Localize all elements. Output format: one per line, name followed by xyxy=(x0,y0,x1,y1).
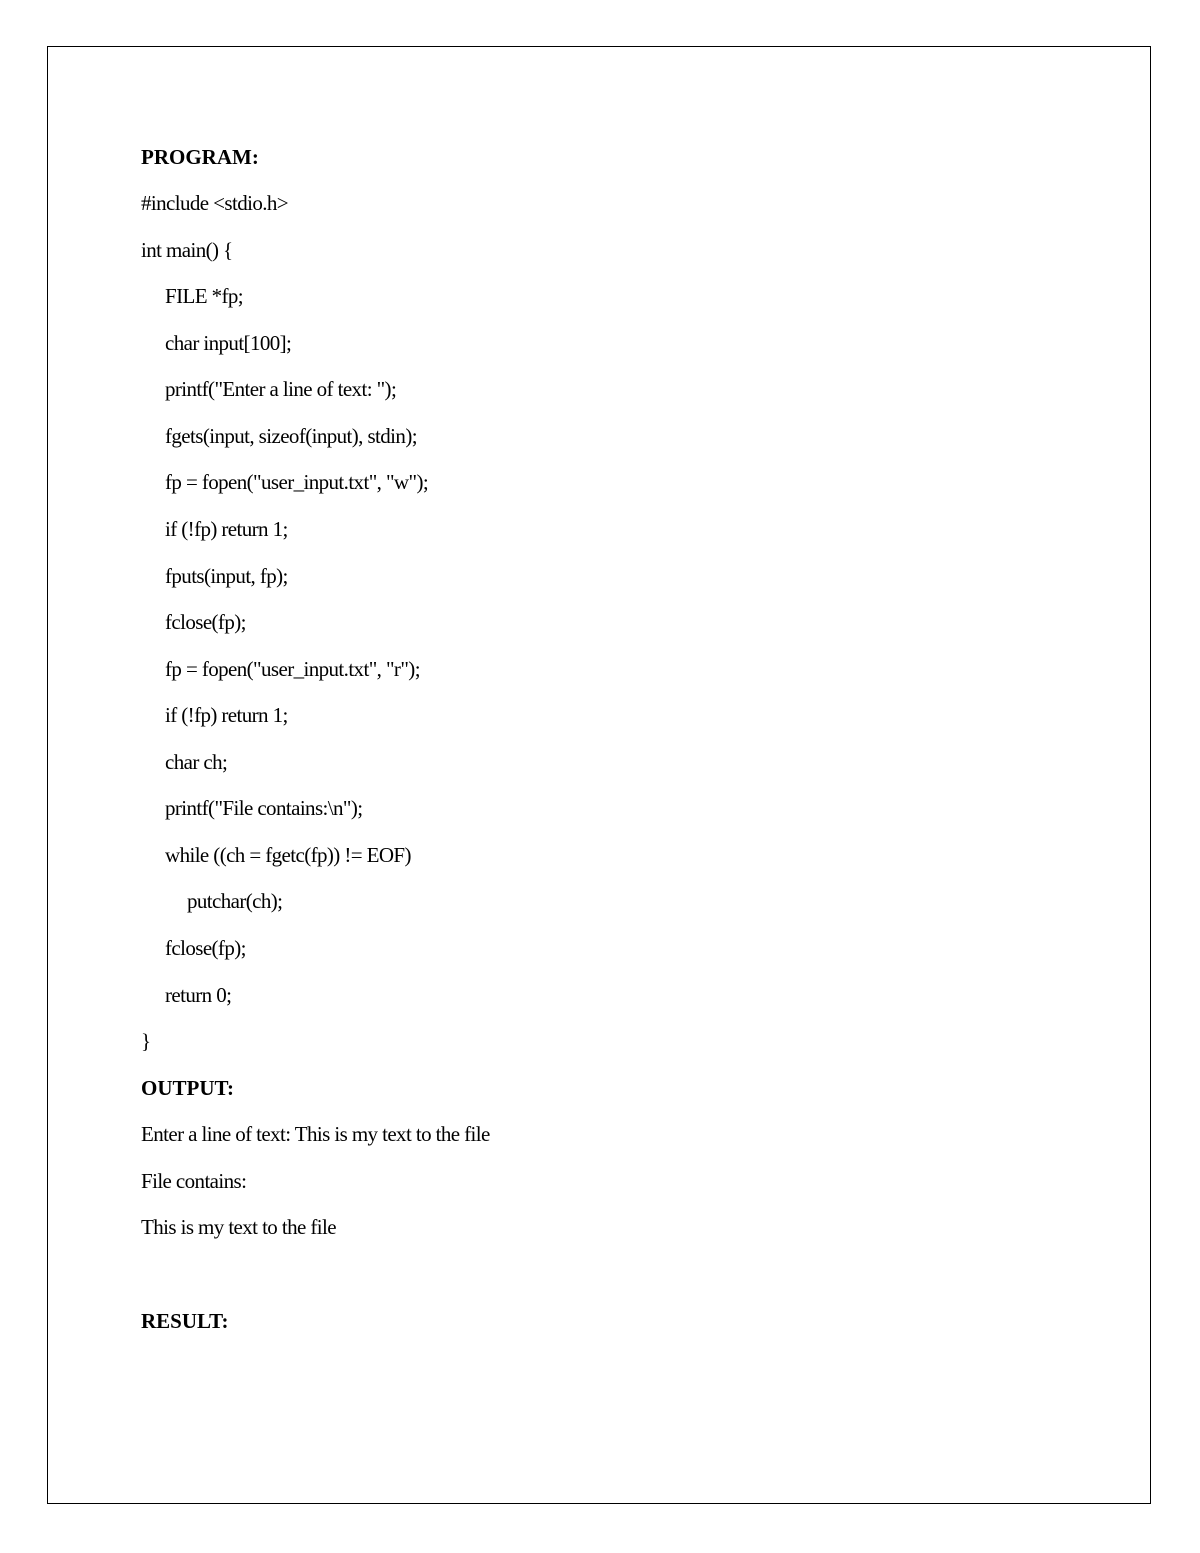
output-heading: OUTPUT: xyxy=(141,1076,234,1100)
result-heading: RESULT: xyxy=(141,1309,229,1333)
code-line: fputs(input, fp); xyxy=(165,564,288,588)
code-line: if (!fp) return 1; xyxy=(165,517,288,541)
code-line: putchar(ch); xyxy=(187,889,283,913)
code-line: fclose(fp); xyxy=(165,610,246,634)
code-line: fgets(input, sizeof(input), stdin); xyxy=(165,424,417,448)
code-line: while ((ch = fgetc(fp)) != EOF) xyxy=(165,843,411,867)
code-line: printf("Enter a line of text: "); xyxy=(165,377,397,401)
program-heading: PROGRAM: xyxy=(141,145,259,169)
code-line: char ch; xyxy=(165,750,228,774)
code-line: if (!fp) return 1; xyxy=(165,703,288,727)
page-border xyxy=(47,46,1151,1504)
output-line: Enter a line of text: This is my text to the file xyxy=(141,1122,490,1146)
code-line: fp = fopen("user_input.txt", "r"); xyxy=(165,657,420,681)
code-line: } xyxy=(141,1029,151,1053)
code-line: FILE *fp; xyxy=(165,284,244,308)
code-line: char input[100]; xyxy=(165,331,292,355)
code-line: int main() { xyxy=(141,238,233,262)
output-line: This is my text to the file xyxy=(141,1215,336,1239)
code-line: return 0; xyxy=(165,983,232,1007)
code-line: #include <stdio.h> xyxy=(141,191,289,215)
code-line: printf("File contains:\n"); xyxy=(165,796,363,820)
output-line: File contains: xyxy=(141,1169,247,1193)
code-line: fclose(fp); xyxy=(165,936,246,960)
code-line: fp = fopen("user_input.txt", "w"); xyxy=(165,470,429,494)
